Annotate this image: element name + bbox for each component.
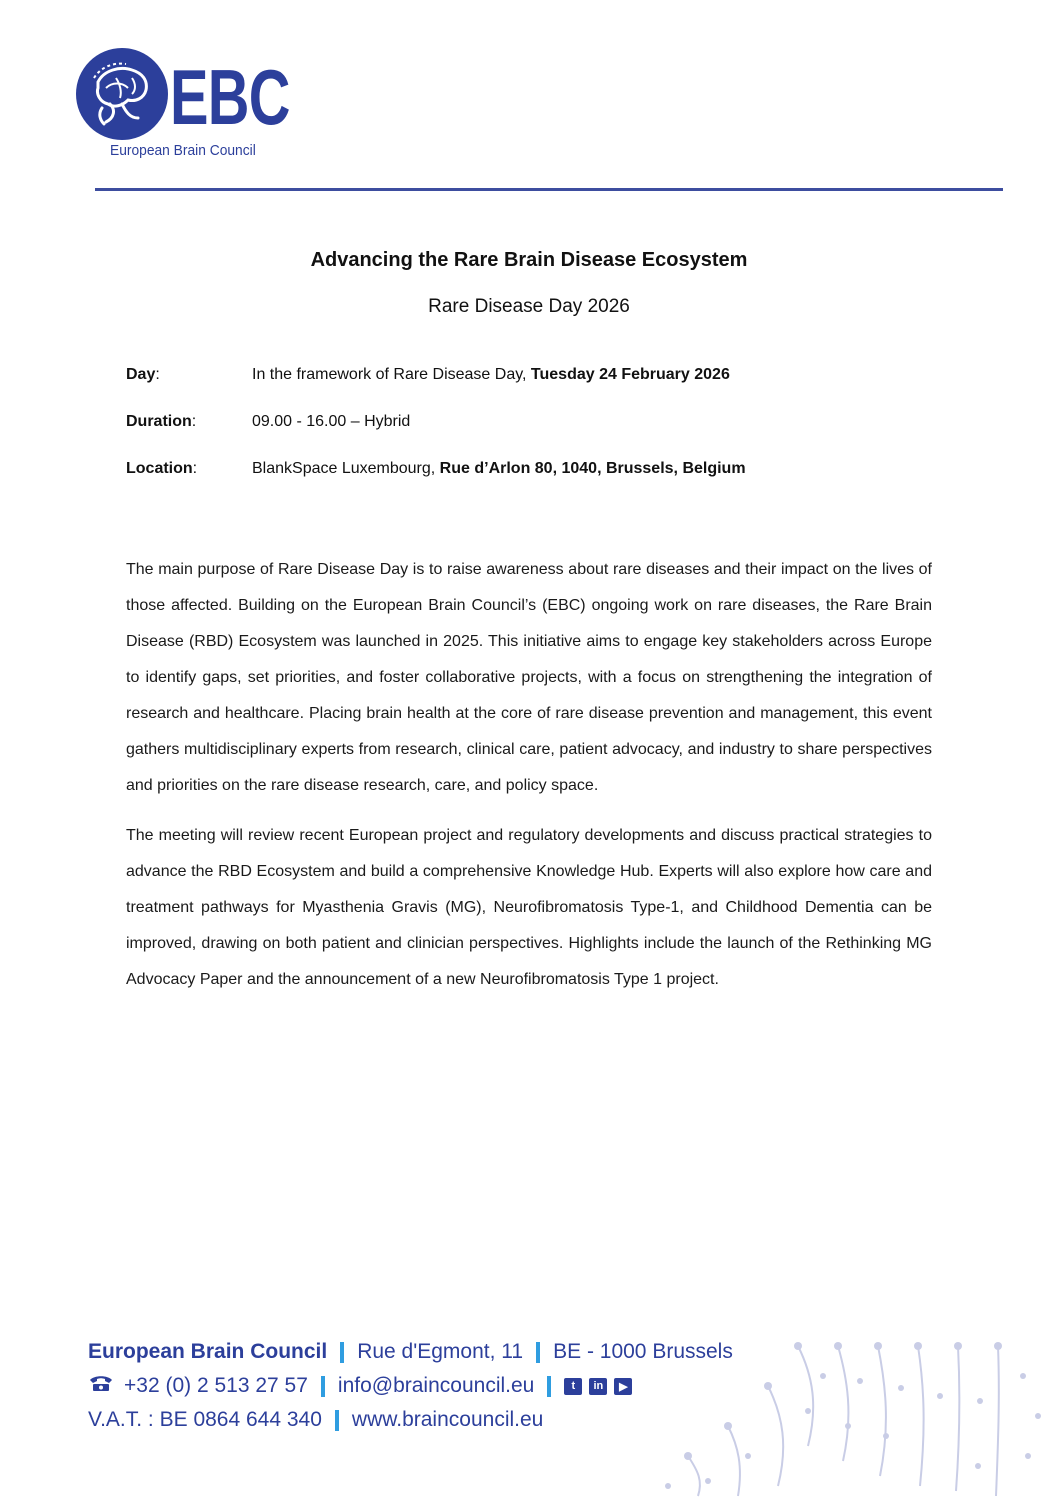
detail-label-location: Location: [126,460,198,477]
detail-value-location: BlankSpace Luxembourg, Rue d’Arlon 80, 1040, Brussels, Belgium [252,460,746,477]
phone-icon [88,1374,114,1398]
ebc-logo [76,48,290,166]
logo-subtitle: European Brain Council [110,142,256,159]
footer-address: Rue d'Egmont, 11 [357,1340,524,1363]
separator [321,1376,325,1397]
document-title: Advancing the Rare Brain Disease Ecosystem [310,249,748,271]
footer [88,1336,1058,1497]
detail-value-day: In the framework of Rare Disease Day, Tuesday 24 February 2026 [252,366,730,383]
logo-letters: EBC [170,53,290,141]
footer-phone[interactable]: +32 (0) 2 513 27 57 [124,1374,308,1397]
youtube-icon[interactable]: ▶ [614,1378,632,1395]
footer-city: BE - 1000 Brussels [553,1340,733,1363]
separator [335,1410,339,1431]
paragraph: The main purpose of Rare Disease Day is to raise awareness about rare diseases and their impact on the lives of those affected. Building on the European Brain Council’s (EBC) ongoing work on rare diseases, the Rare Brain Disease (RBD) Ecosystem was launched in 2025. This initiative aims to engage key stakeholders across Europe to identify gaps, set priorities, and foster collaborative projects, with a focus on strengthening the integration of research and healthcare. Placing brain health at the core of rare disease prevention and management, this event gathers multidisciplinary experts from research, clinical care, patient advocacy, and industry to share perspectives and priorities on the rare disease research, care, and policy space. [126,561,932,794]
detail-label-duration: Duration: [126,413,197,430]
detail-value-duration: 09.00 - 16.00 – Hybrid [252,413,411,430]
footer-line-address [88,1340,733,1364]
footer-line-contact [88,1374,639,1398]
twitter-icon[interactable]: t [564,1378,582,1395]
separator [340,1342,344,1363]
brain-logo-icon [76,48,168,140]
body-text [126,552,932,1012]
document-subtitle: Rare Disease Day 2026 [428,296,630,317]
detail-row-day [126,363,946,410]
separator [547,1376,551,1397]
detail-label-day: Day: [126,366,160,383]
detail-row-location [126,457,946,504]
footer-email[interactable]: info@braincouncil.eu [337,1374,535,1397]
footer-org: European Brain Council [88,1340,328,1363]
event-details [126,363,946,504]
detail-row-duration [126,410,946,457]
footer-line-vat [88,1408,543,1432]
footer-vat: V.A.T. : BE 0864 644 340 [88,1408,322,1431]
footer-website[interactable]: www.braincouncil.eu [351,1408,544,1431]
paragraph: The meeting will review recent European project and regulatory developments and discuss practical strategies to advance the RBD Ecosystem and build a comprehensive Knowledge Hub. Experts will also explore how care and treatment pathways for Myasthenia Gravis (MG), Neurofibromatosis Type-1, and Childhood Dementia can be improved, drawing on both patient and clinician perspectives. Highlights include the launch of the Rethinking MG Advocacy Paper and the announcement of a new Neurofibromatosis Type 1 project. [126,827,932,988]
linkedin-icon[interactable]: in [589,1378,607,1395]
separator [536,1342,540,1363]
header-divider [95,188,1003,191]
